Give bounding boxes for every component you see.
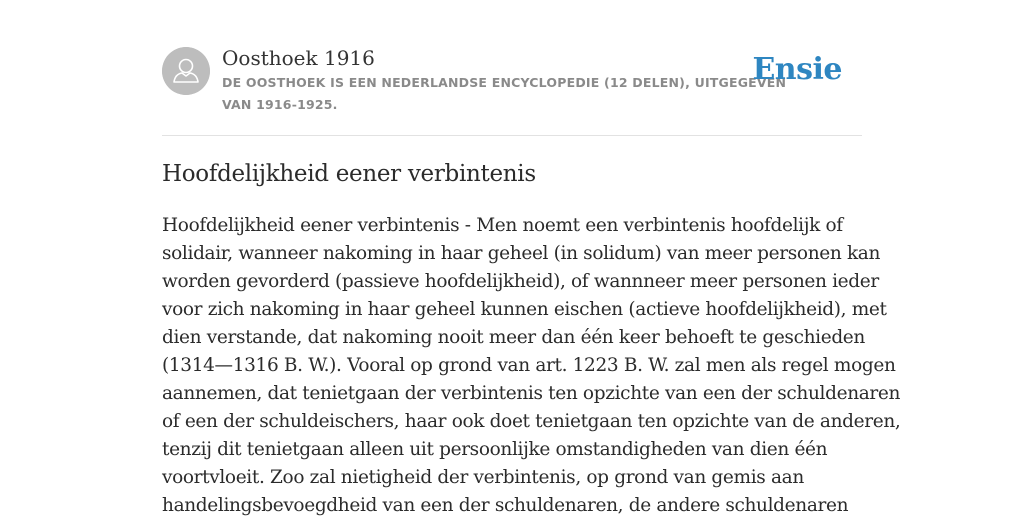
article-line: handelingsbevoegdheid van een der schuldenaren, de andere schuldenaren [162,495,849,516]
article-line: aannemen, dat tenietgaan der verbintenis ten opzichte van een der schuldenaren [162,383,901,404]
article-line: (1314—1316 B. W.). Vooral op grond van art. 1223 B. W. zal men als regel mogen [162,355,896,376]
article-line: voor zich nakoming in haar geheel kunnen eischen (actieve hoofdelijkheid), met [162,299,887,320]
source-description-line: DE OOSTHOEK IS EEN NEDERLANDSE ENCYCLOPEDIE (12 DELEN), UITGEGEVEN [222,75,787,90]
article-line: dien verstande, dat nakoming nooit meer dan één keer behoeft te geschieden [162,327,865,348]
source-header [162,0,862,136]
source-description [222,72,787,116]
source-title[interactable]: Oosthoek 1916 [222,46,375,70]
page [162,0,901,516]
article-line: of een der schuldeischers, haar ook doet tenietgaan ten opzichte van de anderen, [162,411,901,432]
article-body [162,212,901,520]
avatar[interactable] [162,47,210,95]
brand-logo[interactable]: Ensie [752,52,842,87]
article-line: voortvloeit. Zoo zal nietigheid der verbintenis, op grond van gemis aan [162,467,804,488]
source-description-line: VAN 1916-1925. [222,97,338,112]
article-line: Hoofdelijkheid eener verbintenis - Men noemt een verbintenis hoofdelijk of [162,215,843,236]
article-line: worden gevorderd (passieve hoofdelijkheid), of wannneer meer personen ieder [162,271,879,292]
user-silhouette-icon [162,47,210,95]
article-title: Hoofdelijkheid eener verbintenis [162,161,536,187]
article-line: tenzij dit tenietgaan alleen uit persoonlijke omstandigheden van dien één [162,439,828,460]
article-line: solidair, wanneer nakoming in haar geheel (in solidum) van meer personen kan [162,243,881,264]
